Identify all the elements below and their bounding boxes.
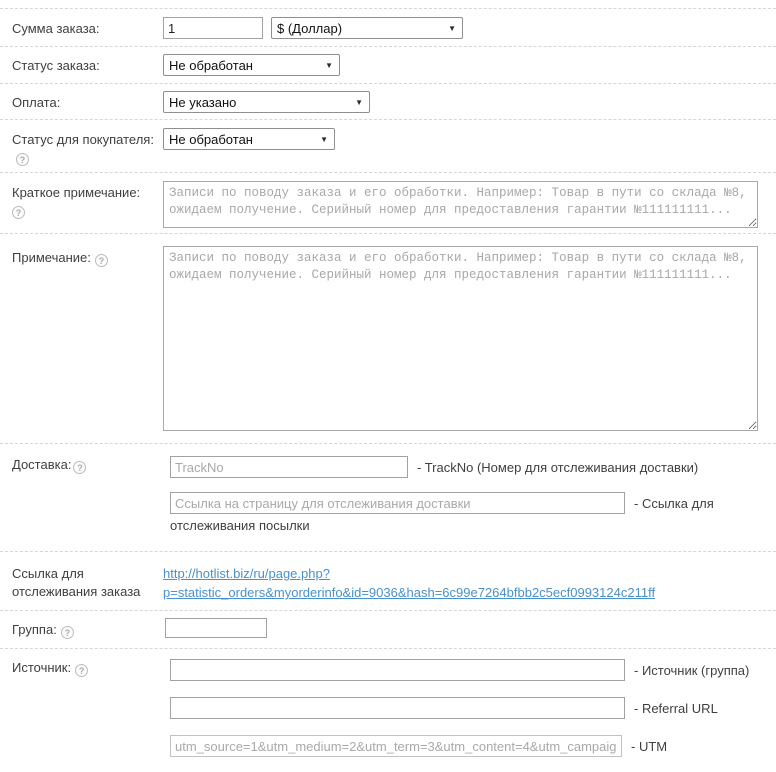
buyer-status-selected-value: Не обработан (169, 131, 253, 147)
order-amount-input[interactable] (163, 17, 263, 39)
chevron-down-icon: ▼ (320, 134, 328, 144)
order-tracking-url-line1: http://hotlist.biz/ru/page.php? (163, 566, 330, 581)
group-label: Группа: (12, 622, 57, 637)
short-note-label: Краткое примечание: (12, 185, 141, 200)
help-icon[interactable]: ? (75, 664, 88, 677)
row-order-tracking-link (0, 551, 776, 610)
order-tracking-url-line2: p=statistic_orders&myorderinfo&id=9036&hash=6c99e7264bfbb2c5ecf0993124c211ff (163, 585, 656, 600)
chevron-down-icon: ▼ (448, 23, 456, 33)
delivery-label: Доставка: (12, 457, 72, 472)
buyer-status-label: Статус для покупателя: (12, 132, 154, 147)
note-label: Примечание: (12, 250, 91, 265)
order-status-selected-value: Не обработан (169, 57, 253, 73)
source-group-hint: - Источник (группа) (634, 662, 750, 678)
row-payment (0, 83, 776, 119)
source-group-input[interactable] (170, 659, 625, 681)
trackno-input[interactable] (170, 456, 408, 478)
row-buyer-status (0, 119, 776, 172)
row-note (0, 233, 776, 443)
order-amount-label: Сумма заказа: (12, 21, 100, 36)
referral-url-hint: - Referral URL (634, 700, 718, 716)
row-delivery (0, 443, 776, 551)
row-order-status (0, 46, 776, 83)
payment-select[interactable] (163, 91, 370, 113)
currency-selected-value: $ (Доллар) (277, 20, 343, 36)
help-icon[interactable]: ? (12, 206, 25, 219)
tracking-url-input[interactable] (170, 492, 625, 514)
chevron-down-icon: ▼ (355, 97, 363, 107)
group-input[interactable] (165, 618, 267, 638)
help-icon[interactable]: ? (16, 153, 29, 166)
order-status-select[interactable] (163, 54, 340, 76)
chevron-down-icon: ▼ (325, 60, 333, 70)
row-group (0, 610, 776, 648)
buyer-status-select[interactable] (163, 128, 335, 150)
utm-hint: - UTM (631, 738, 668, 754)
row-source (0, 648, 776, 772)
row-order-amount (0, 8, 776, 46)
payment-label: Оплата: (12, 95, 61, 110)
payment-selected-value: Не указано (169, 94, 237, 110)
tracking-url-hint: - Ссылка для (634, 495, 714, 511)
help-icon[interactable]: ? (95, 254, 108, 267)
note-textarea[interactable] (163, 246, 758, 431)
currency-select[interactable] (271, 17, 463, 39)
short-note-textarea[interactable] (163, 181, 758, 228)
row-short-note (0, 172, 776, 233)
source-label: Источник: (12, 660, 72, 675)
trackno-hint: - TrackNo (Номер для отслеживания доставки) (417, 459, 699, 475)
help-icon[interactable]: ? (73, 461, 86, 474)
tracking-url-hint-continued: отслеживания посылки (170, 518, 310, 533)
order-status-label: Статус заказа: (12, 58, 100, 73)
order-tracking-link-label: Ссылка для отслеживания заказа (12, 566, 141, 599)
referral-url-input[interactable] (170, 697, 625, 719)
utm-input[interactable] (170, 735, 622, 757)
help-icon[interactable]: ? (61, 626, 74, 639)
order-tracking-link[interactable] (163, 564, 655, 602)
